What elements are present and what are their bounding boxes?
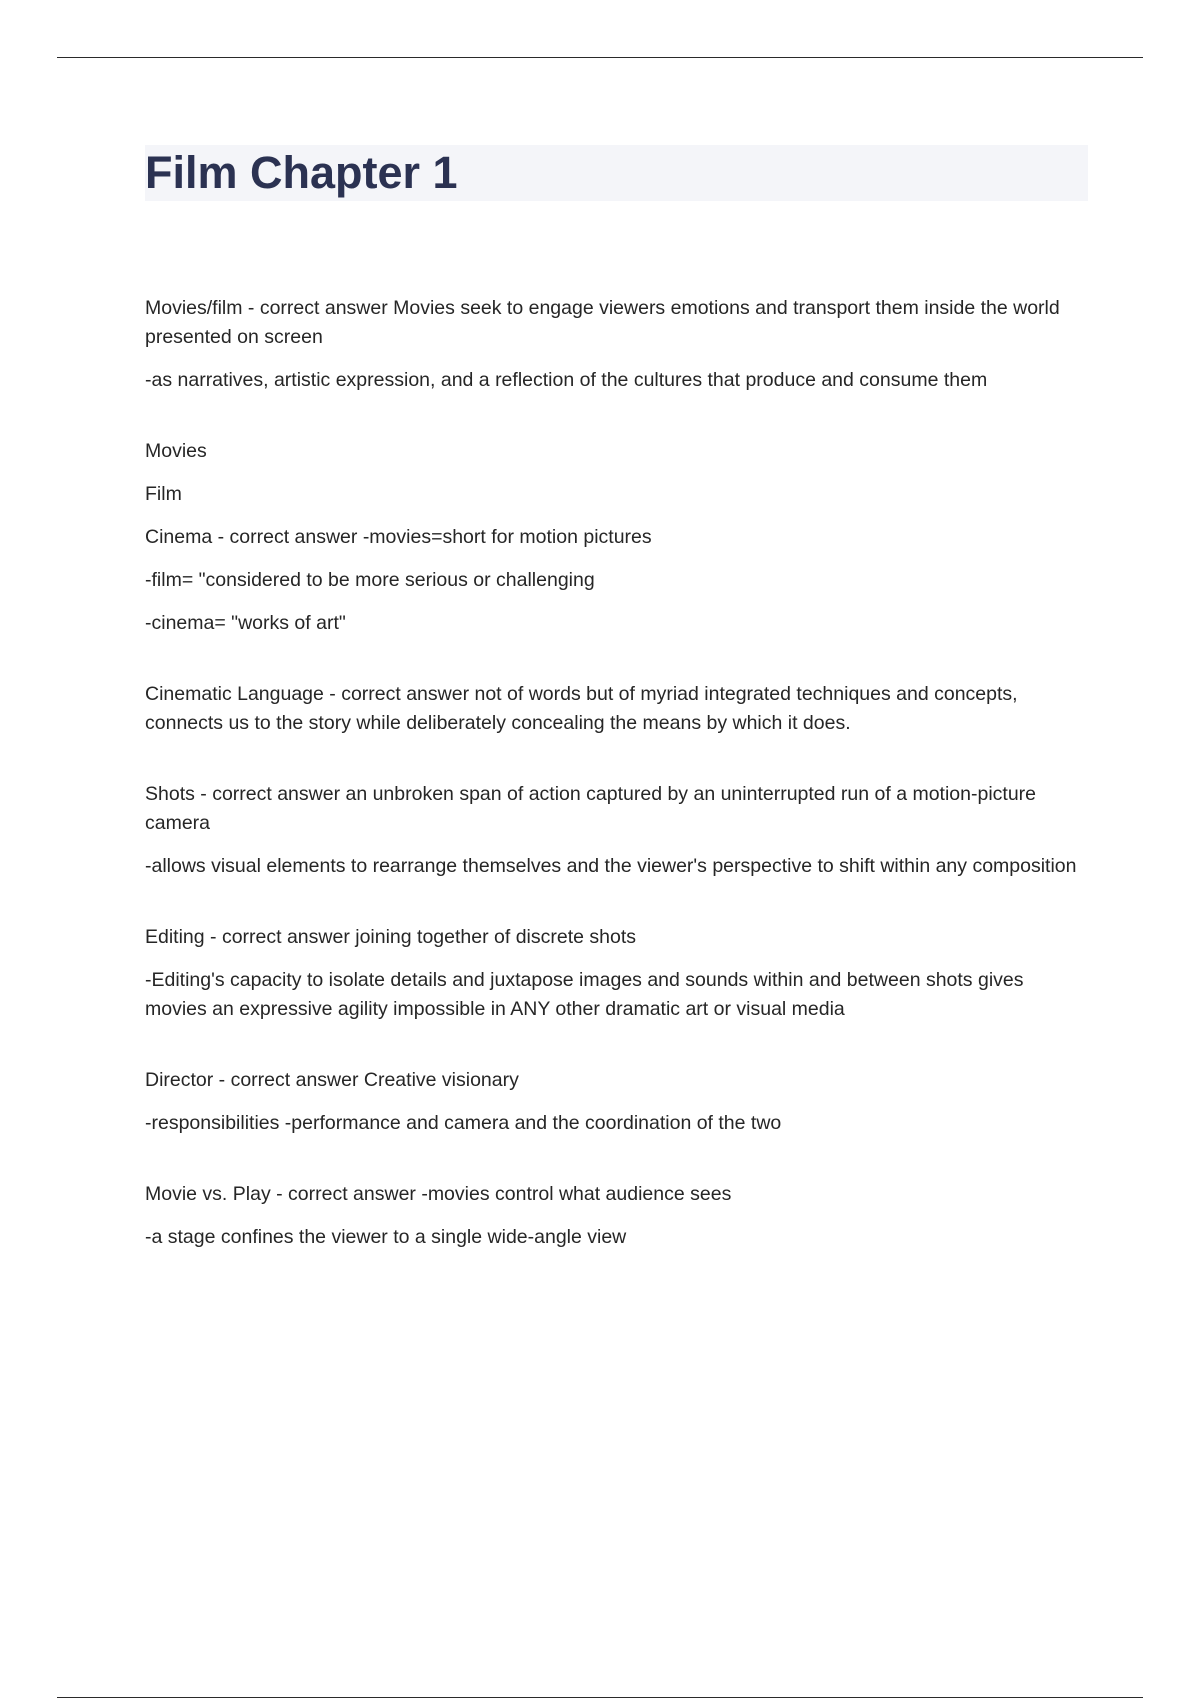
flashcard — [145, 1180, 1088, 1252]
card-line: -a stage confines the viewer to a single wide-angle view — [145, 1226, 627, 1248]
card-line: Shots - correct answer an unbroken span of action captured by an uninterrupted run of a motion-picture camera — [145, 783, 1037, 834]
card-line: Film — [145, 483, 182, 505]
card-line: Editing - correct answer joining together of discrete shots — [145, 926, 636, 948]
document-body — [145, 145, 1088, 1294]
flashcard — [145, 680, 1088, 738]
flashcard-list — [145, 294, 1088, 1252]
title-banner — [145, 145, 1088, 201]
top-rule — [57, 57, 1143, 58]
bottom-rule — [57, 1697, 1143, 1698]
flashcard — [145, 1066, 1088, 1138]
card-line: -as narratives, artistic expression, and a reflection of the cultures that produce and consume them — [145, 369, 988, 391]
card-line: Director - correct answer Creative visionary — [145, 1069, 519, 1091]
card-line: Cinema - correct answer -movies=short for motion pictures — [145, 526, 652, 548]
card-line: Movies/film - correct answer Movies seek to engage viewers emotions and transport them inside the world presented on screen — [145, 297, 1060, 348]
flashcard — [145, 294, 1088, 395]
card-line: -film= "considered to be more serious or challenging — [145, 569, 595, 591]
card-line: Movies — [145, 440, 207, 462]
card-line: Cinematic Language - correct answer not of words but of myriad integrated techniques and concepts, connects us to the story while deliberately concealing the means by which it does. — [145, 683, 1018, 734]
card-line: Movie vs. Play - correct answer -movies control what audience sees — [145, 1183, 732, 1205]
flashcard — [145, 923, 1088, 1024]
flashcard — [145, 780, 1088, 881]
card-line: -cinema= "works of art" — [145, 612, 346, 634]
flashcard — [145, 437, 1088, 638]
card-line: -allows visual elements to rearrange themselves and the viewer's perspective to shift within any composition — [145, 855, 1077, 877]
card-line: -Editing's capacity to isolate details and juxtapose images and sounds within and between shots gives movies an expressive agility impossible in ANY other dramatic art or visual media — [145, 969, 1024, 1020]
card-line: -responsibilities -performance and camera and the coordination of the two — [145, 1112, 782, 1134]
page-title: Film Chapter 1 — [145, 147, 458, 198]
